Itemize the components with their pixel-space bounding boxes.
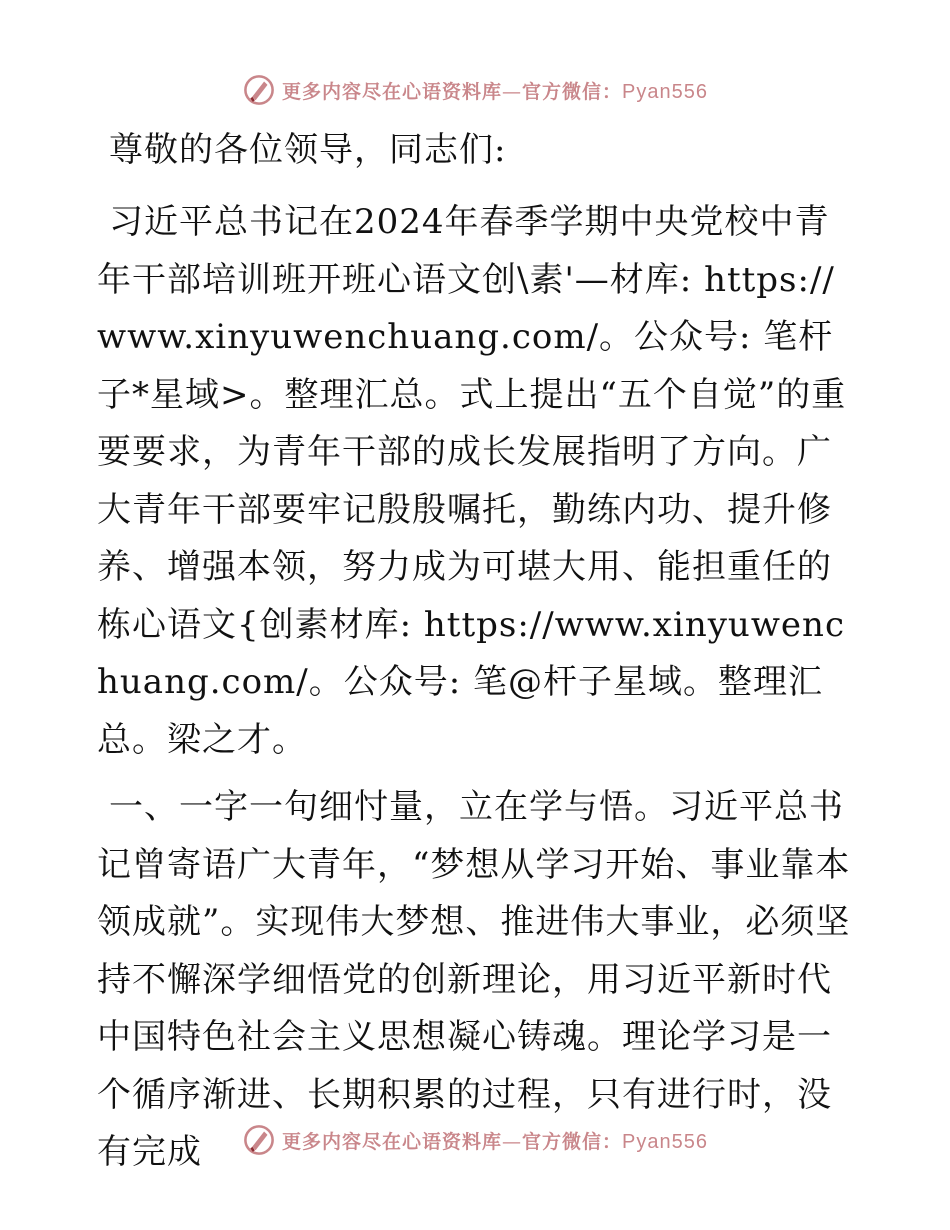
pen-nib-circle-icon [242,1123,276,1157]
footer-watermark-banner [0,1120,950,1160]
pen-nib-circle-icon [242,73,276,107]
watermark-brand: 更多内容尽在心语资料库 [282,80,503,103]
watermark-text [282,77,708,104]
watermark-separator: — [502,80,523,103]
watermark-brand: 更多内容尽在心语资料库 [282,1130,503,1153]
body-paragraph-2: 一、一字一句细忖量，立在学与悟。习近平总书记曾寄语广大青年，“梦想从学习开始、事业靠本领成就”。实现伟大梦想、推进伟大事业，必须坚持不懈深学细悟党的创新理论，用习近平新时代中国特色社会主义思想凝心铸魂。理论学习是一个循序渐进、长期积累的过程，只有进行时，没有完成 [97,787,851,1172]
watermark-text [282,1127,708,1154]
watermark-wechat-id: Pyan556 [622,1130,708,1153]
watermark-group [242,1123,708,1157]
watermark-wechat-id: Pyan556 [622,80,708,103]
watermark-group [242,73,708,107]
watermark-wechat-label: 官方微信： [522,1130,623,1153]
document-body [97,124,857,1192]
greeting-line: 尊敬的各位领导，同志们: [109,130,507,170]
header-watermark-banner [0,70,950,110]
watermark-separator: — [502,1130,523,1153]
watermark-wechat-label: 官方微信： [522,80,623,103]
body-paragraph-1: 习近平总书记在2024年春季学期中央党校中青年干部培训班开班心语文创\素'—材库: https://www.xinyuwenchuang.com/。公众号: 笔杆子*星域>。整理汇总。式上提出“五个自觉”的重要要求，为青年干部的成长发展指明了方向。广大青年干部要牢记殷殷嘱托，勤练内功、提升修养、增强本领，努力成为可堪大用、能担重任的栋心语文{创素材库: https://www.xinyuwenchuang.com/。公众号: 笔@杆子星域。整理汇总。梁之才。 [97,202,847,760]
